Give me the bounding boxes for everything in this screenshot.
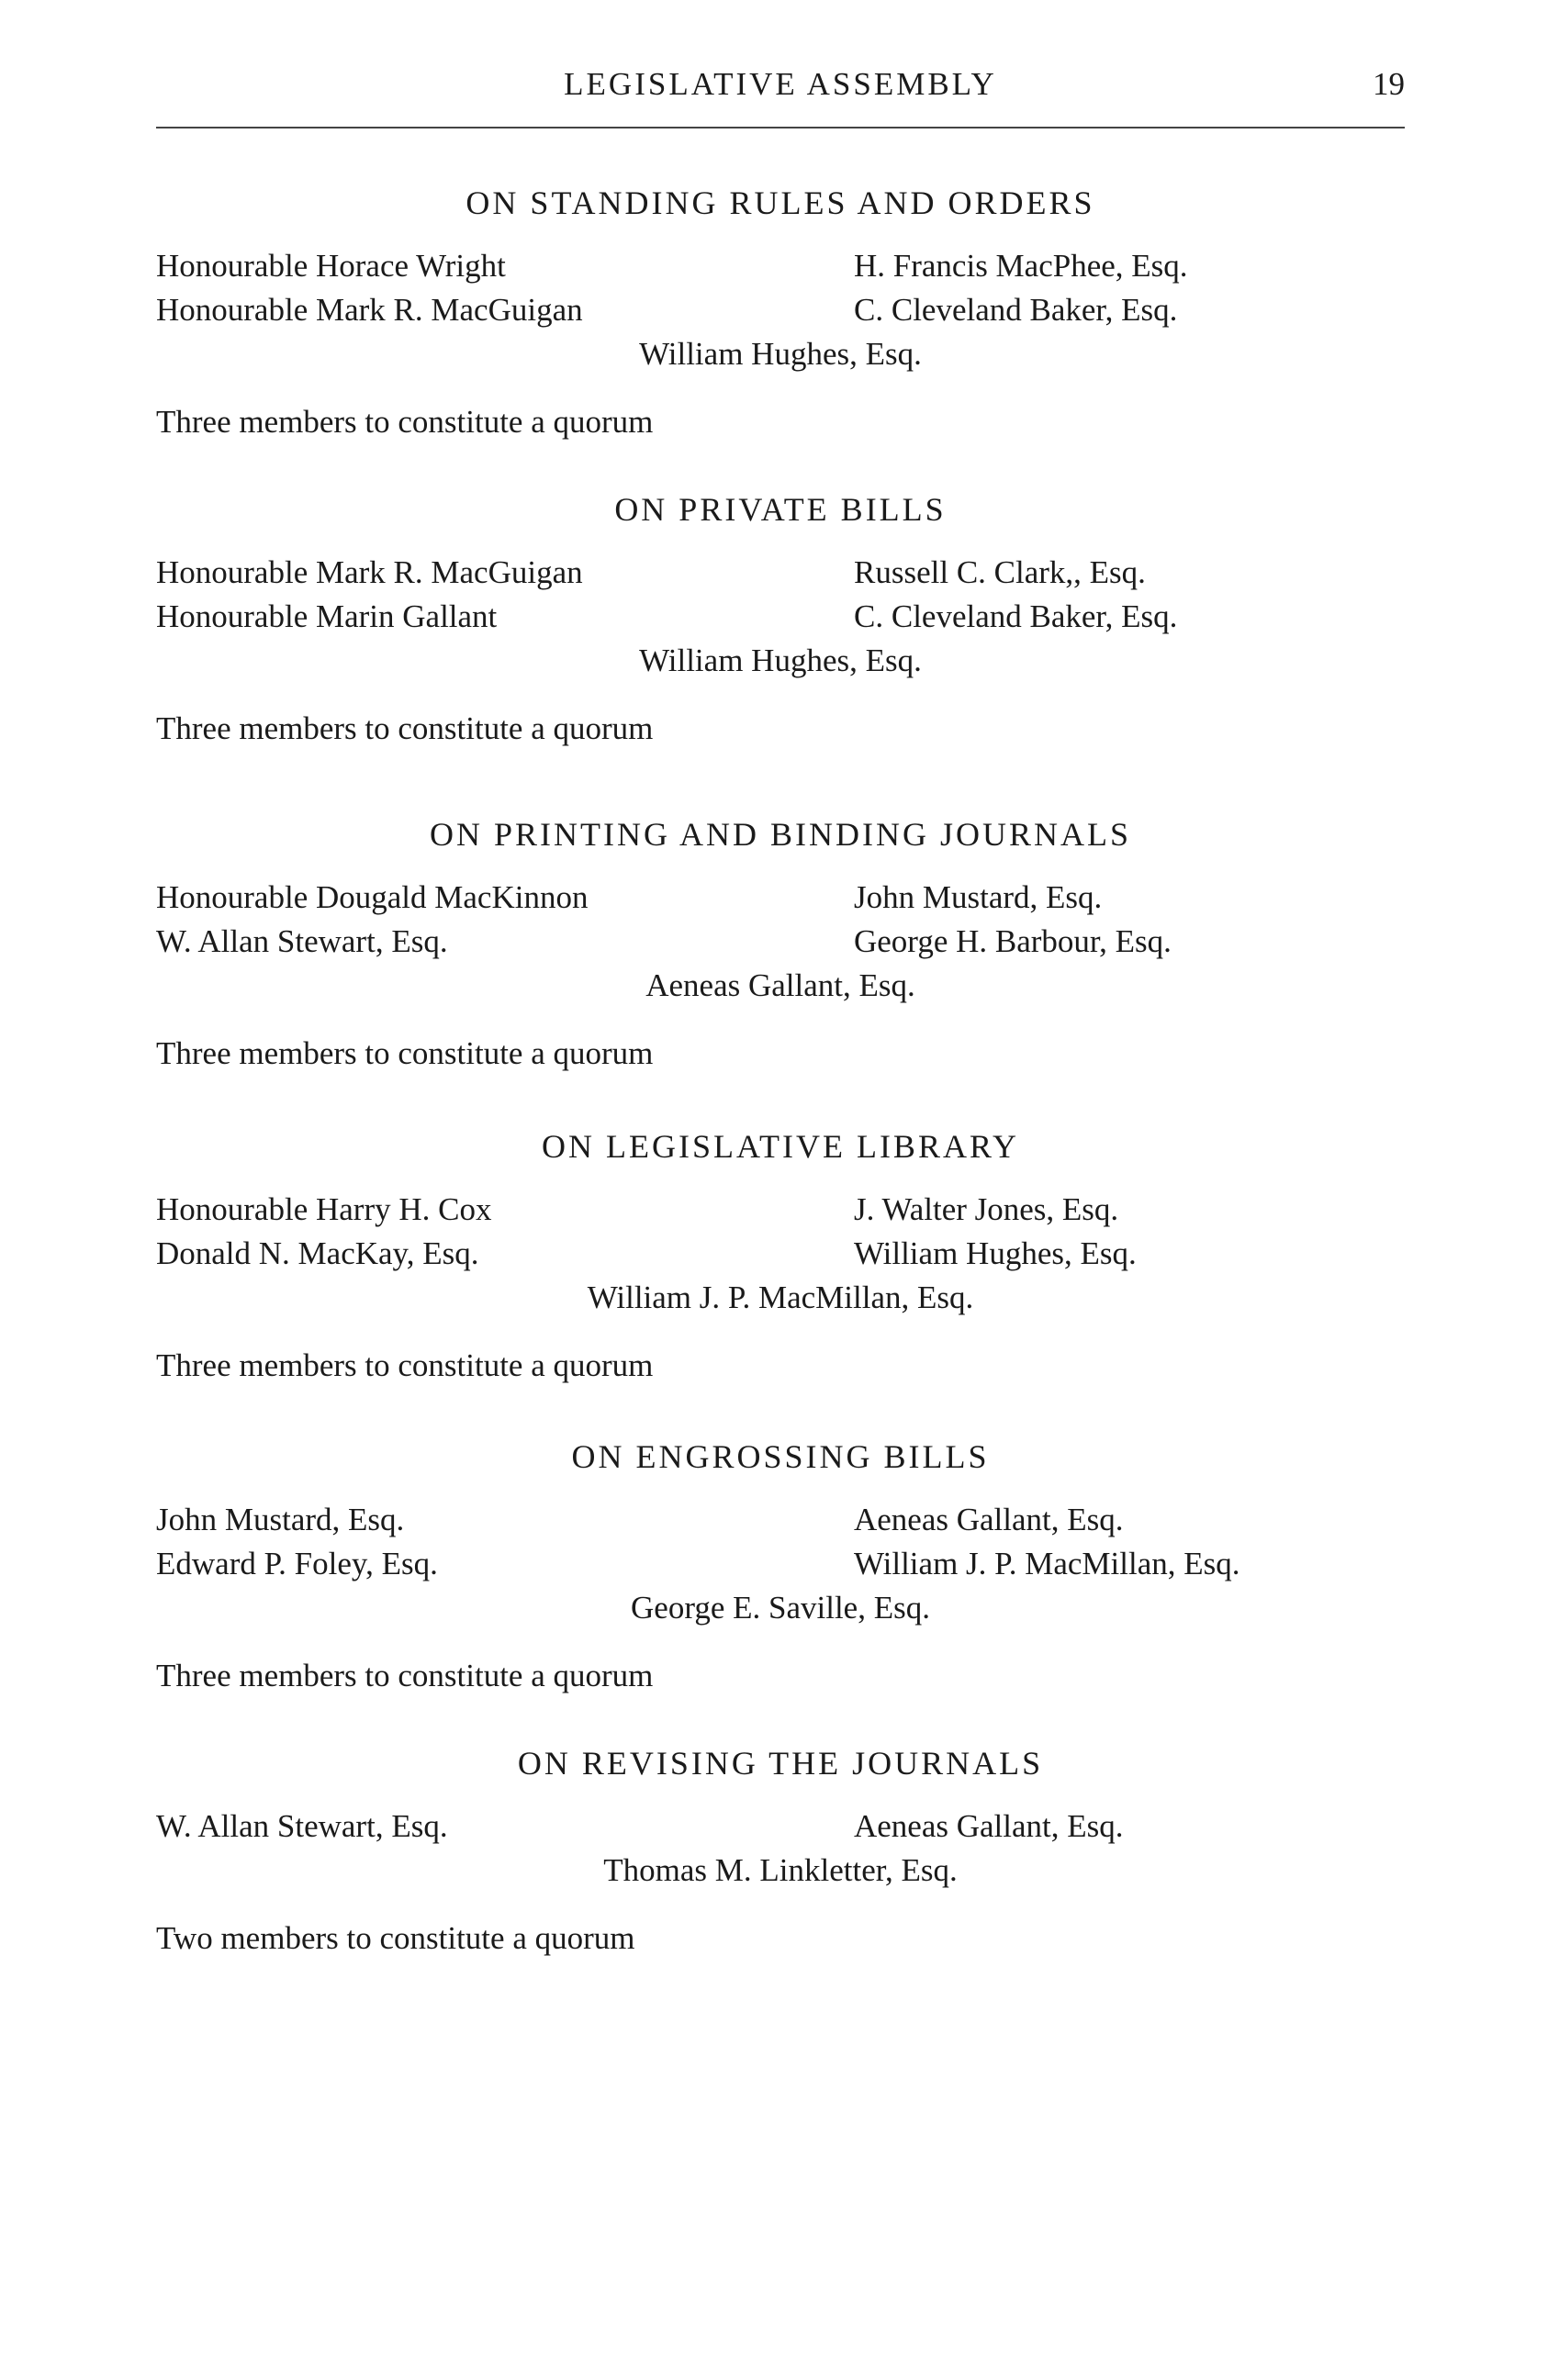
member-right: Aeneas Gallant, Esq. <box>854 1808 1124 1844</box>
member-row <box>156 876 1405 920</box>
member-right: Aeneas Gallant, Esq. <box>854 1502 1124 1537</box>
member-left: W. Allan Stewart, Esq. <box>156 923 448 959</box>
quorum-note: Three members to constitute a quorum <box>156 1658 654 1693</box>
member-row-center <box>156 1849 1405 1893</box>
member-list <box>156 1188 1405 1320</box>
member-list <box>156 1498 1405 1630</box>
member-right: C. Cleveland Baker, Esq. <box>854 292 1178 328</box>
section-revising-journals <box>156 1740 1405 1961</box>
member-row <box>156 288 1405 332</box>
member-row <box>156 1188 1405 1232</box>
quorum-note: Two members to constitute a quorum <box>156 1920 635 1956</box>
member-left: Honourable Horace Wright <box>156 248 506 284</box>
member-left: Honourable Marin Gallant <box>156 598 498 634</box>
quorum-note: Three members to constitute a quorum <box>156 404 654 440</box>
member-left: Donald N. MacKay, Esq. <box>156 1235 479 1271</box>
member-right: Russell C. Clark,, Esq. <box>854 554 1146 590</box>
section-standing-rules <box>156 180 1405 444</box>
member-left: John Mustard, Esq. <box>156 1502 405 1537</box>
member-row <box>156 595 1405 639</box>
member-row <box>156 244 1405 288</box>
member-row <box>156 551 1405 595</box>
section-legislative-library <box>156 1123 1405 1388</box>
member-row-center <box>156 639 1405 683</box>
member-center: William Hughes, Esq. <box>639 642 922 678</box>
member-row-center <box>156 1276 1405 1320</box>
member-left: Honourable Mark R. MacGuigan <box>156 554 583 590</box>
member-left: Honourable Dougald MacKinnon <box>156 879 589 915</box>
quorum-note: Three members to constitute a quorum <box>156 1035 654 1071</box>
member-row <box>156 920 1405 964</box>
section-heading: ON LEGISLATIVE LIBRARY <box>542 1128 1019 1165</box>
member-row <box>156 1232 1405 1276</box>
member-row <box>156 1542 1405 1586</box>
running-title: LEGISLATIVE ASSEMBLY <box>564 66 997 102</box>
member-center: William Hughes, Esq. <box>639 336 922 372</box>
member-right: John Mustard, Esq. <box>854 879 1103 915</box>
section-engrossing-bills <box>156 1434 1405 1698</box>
running-header <box>156 62 1405 106</box>
member-left: Edward P. Foley, Esq. <box>156 1546 438 1581</box>
section-heading: ON STANDING RULES AND ORDERS <box>465 184 1095 221</box>
member-left: Honourable Mark R. MacGuigan <box>156 292 583 328</box>
member-right: H. Francis MacPhee, Esq. <box>854 248 1188 284</box>
member-row <box>156 1805 1405 1849</box>
member-row <box>156 1498 1405 1542</box>
member-right: J. Walter Jones, Esq. <box>854 1191 1119 1227</box>
member-center: Aeneas Gallant, Esq. <box>645 967 915 1003</box>
member-center: George E. Saville, Esq. <box>631 1590 930 1626</box>
page-number: 19 <box>1373 66 1405 102</box>
member-right: George H. Barbour, Esq. <box>854 923 1172 959</box>
quorum-note: Three members to constitute a quorum <box>156 1347 654 1383</box>
section-heading: ON ENGROSSING BILLS <box>571 1438 990 1475</box>
quorum-note: Three members to constitute a quorum <box>156 710 654 746</box>
member-row-center <box>156 1586 1405 1630</box>
member-left: Honourable Harry H. Cox <box>156 1191 492 1227</box>
section-heading: ON PRINTING AND BINDING JOURNALS <box>429 816 1131 853</box>
member-list <box>156 551 1405 683</box>
member-list <box>156 244 1405 376</box>
header-rule <box>156 127 1405 128</box>
section-private-bills <box>156 486 1405 751</box>
member-row-center <box>156 964 1405 1008</box>
member-left: W. Allan Stewart, Esq. <box>156 1808 448 1844</box>
member-right: William J. P. MacMillan, Esq. <box>854 1546 1240 1581</box>
member-row-center <box>156 332 1405 376</box>
section-heading: ON PRIVATE BILLS <box>614 491 947 528</box>
member-right: William Hughes, Esq. <box>854 1235 1137 1271</box>
member-right: C. Cleveland Baker, Esq. <box>854 598 1178 634</box>
member-list <box>156 1805 1405 1893</box>
member-center: William J. P. MacMillan, Esq. <box>587 1279 974 1315</box>
member-list <box>156 876 1405 1008</box>
member-center: Thomas M. Linkletter, Esq. <box>603 1852 958 1888</box>
section-printing-binding <box>156 811 1405 1076</box>
section-heading: ON REVISING THE JOURNALS <box>517 1745 1044 1782</box>
